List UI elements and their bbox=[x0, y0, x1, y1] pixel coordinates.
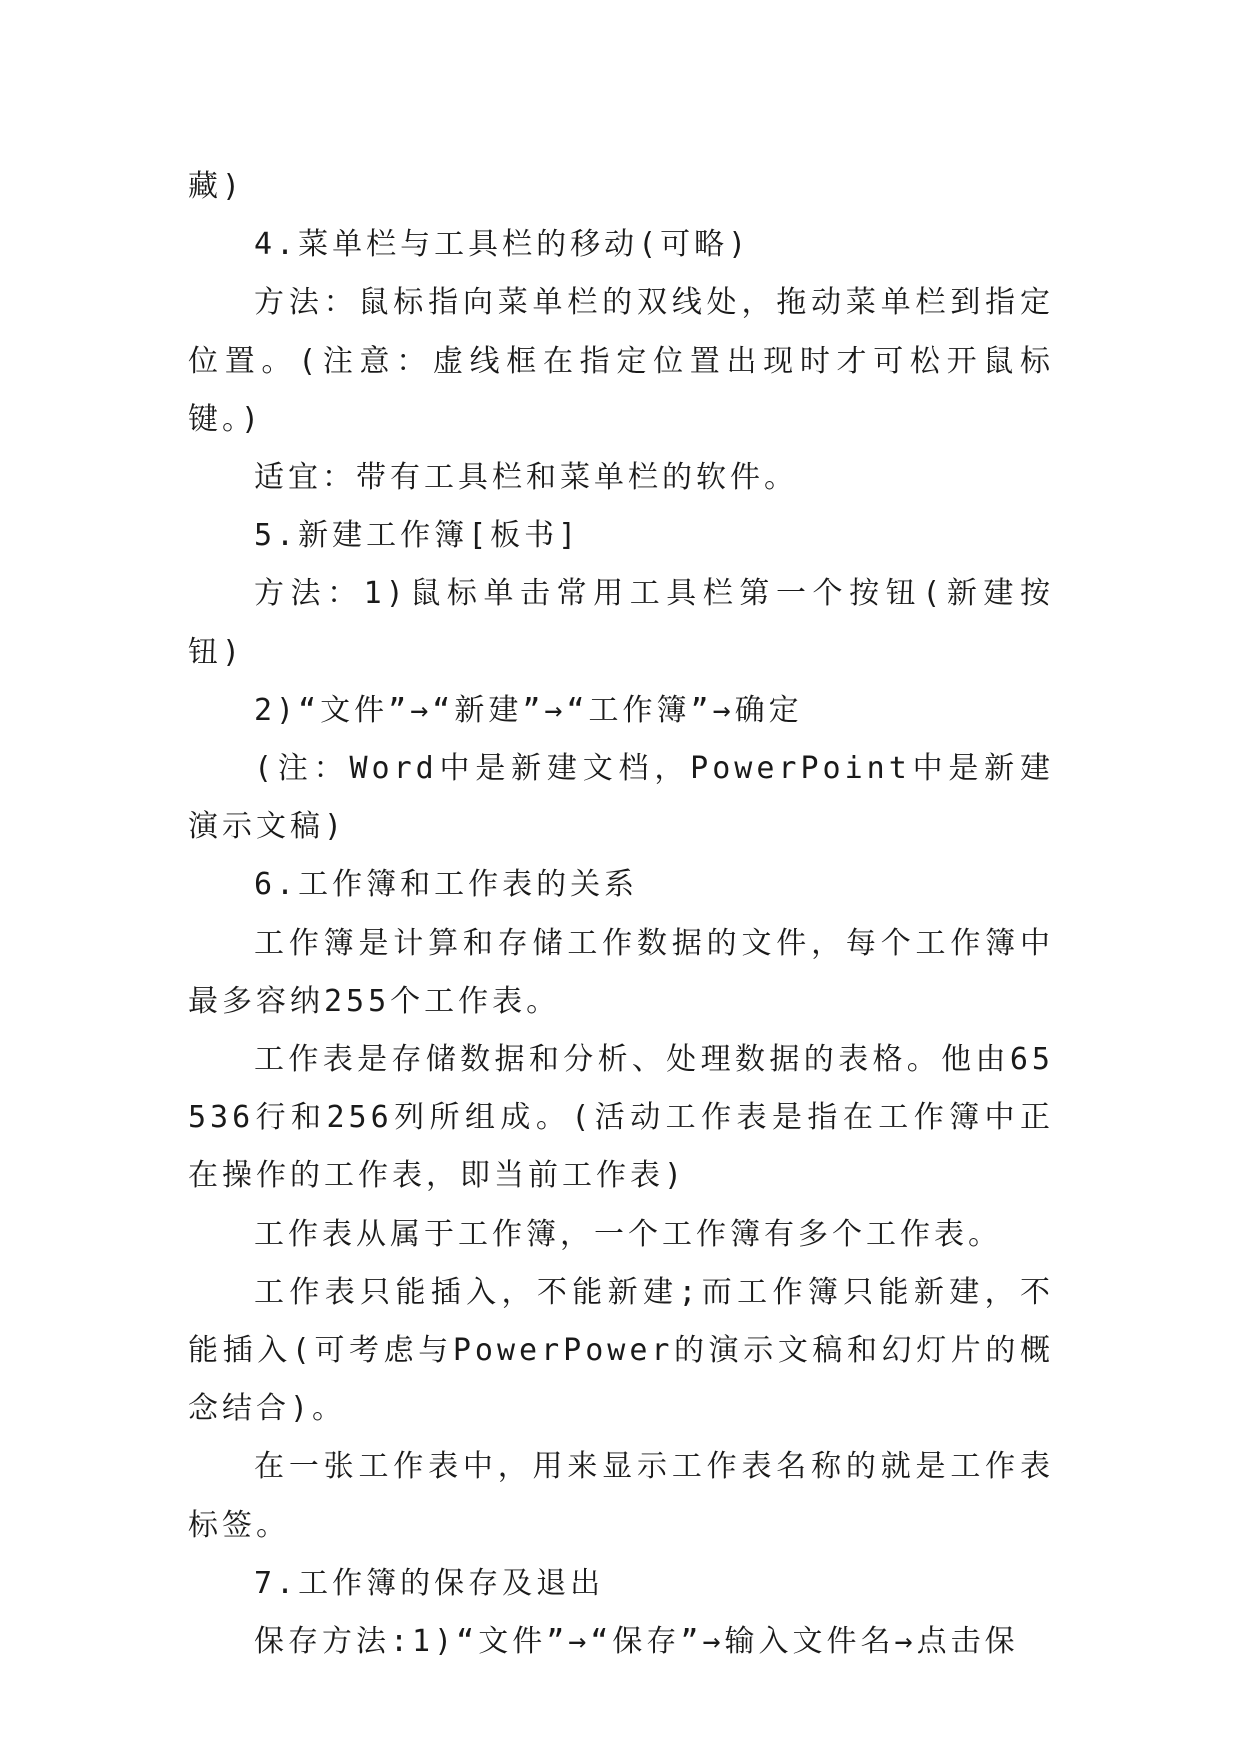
paragraph-save-method: 保存方法:1)“文件”→“保存”→输入文件名→点击保 bbox=[254, 1624, 1019, 1660]
paragraph-continuation: 藏) bbox=[188, 169, 245, 204]
document-body bbox=[188, 158, 1054, 1671]
paragraph-worksheet-belongs: 工作表从属于工作簿，一个工作簿有多个工作表。 bbox=[254, 1216, 1002, 1252]
paragraph-applicable: 适宜：带有工具栏和菜单栏的软件。 bbox=[254, 460, 798, 496]
paragraph-method-new-button: 方法：1)鼠标单击常用工具栏第一个按钮(新建按钮) bbox=[188, 576, 1054, 670]
paragraph-method-file-menu: 2)“文件”→“新建”→“工作簿”→确定 bbox=[254, 692, 803, 728]
heading-save-exit: 7.工作簿的保存及退出 bbox=[254, 1565, 605, 1601]
paragraph-insert-vs-new: 工作表只能插入，不能新建;而工作簿只能新建，不能插入(可考虑与PowerPower的演示文稿和幻灯片的概念结合)。 bbox=[188, 1274, 1054, 1427]
paragraph-workbook-definition: 工作簿是计算和存储工作数据的文件，每个工作簿中最多容纳255个工作表。 bbox=[188, 925, 1054, 1019]
paragraph-worksheet-definition: 工作表是存储数据和分析、处理数据的表格。他由65536行和256列所组成。(活动工作表是指在工作簿中正在操作的工作表，即当前工作表) bbox=[188, 1042, 1054, 1194]
paragraph-method-drag-menu: 方法：鼠标指向菜单栏的双线处，拖动菜单栏到指定位置。(注意：虚线框在指定位置出现时才可松开鼠标键。) bbox=[188, 285, 1054, 437]
paragraph-sheet-tab: 在一张工作表中，用来显示工作表名称的就是工作表标签。 bbox=[188, 1449, 1054, 1543]
heading-workbook-worksheet-relation: 6.工作簿和工作表的关系 bbox=[254, 867, 639, 903]
heading-menu-toolbar-move: 4.菜单栏与工具栏的移动(可略) bbox=[254, 227, 751, 263]
heading-new-workbook: 5.新建工作簿[板书] bbox=[254, 518, 581, 554]
paragraph-note-word-ppt: (注：Word中是新建文档，PowerPoint中是新建演示文稿) bbox=[188, 751, 1054, 845]
